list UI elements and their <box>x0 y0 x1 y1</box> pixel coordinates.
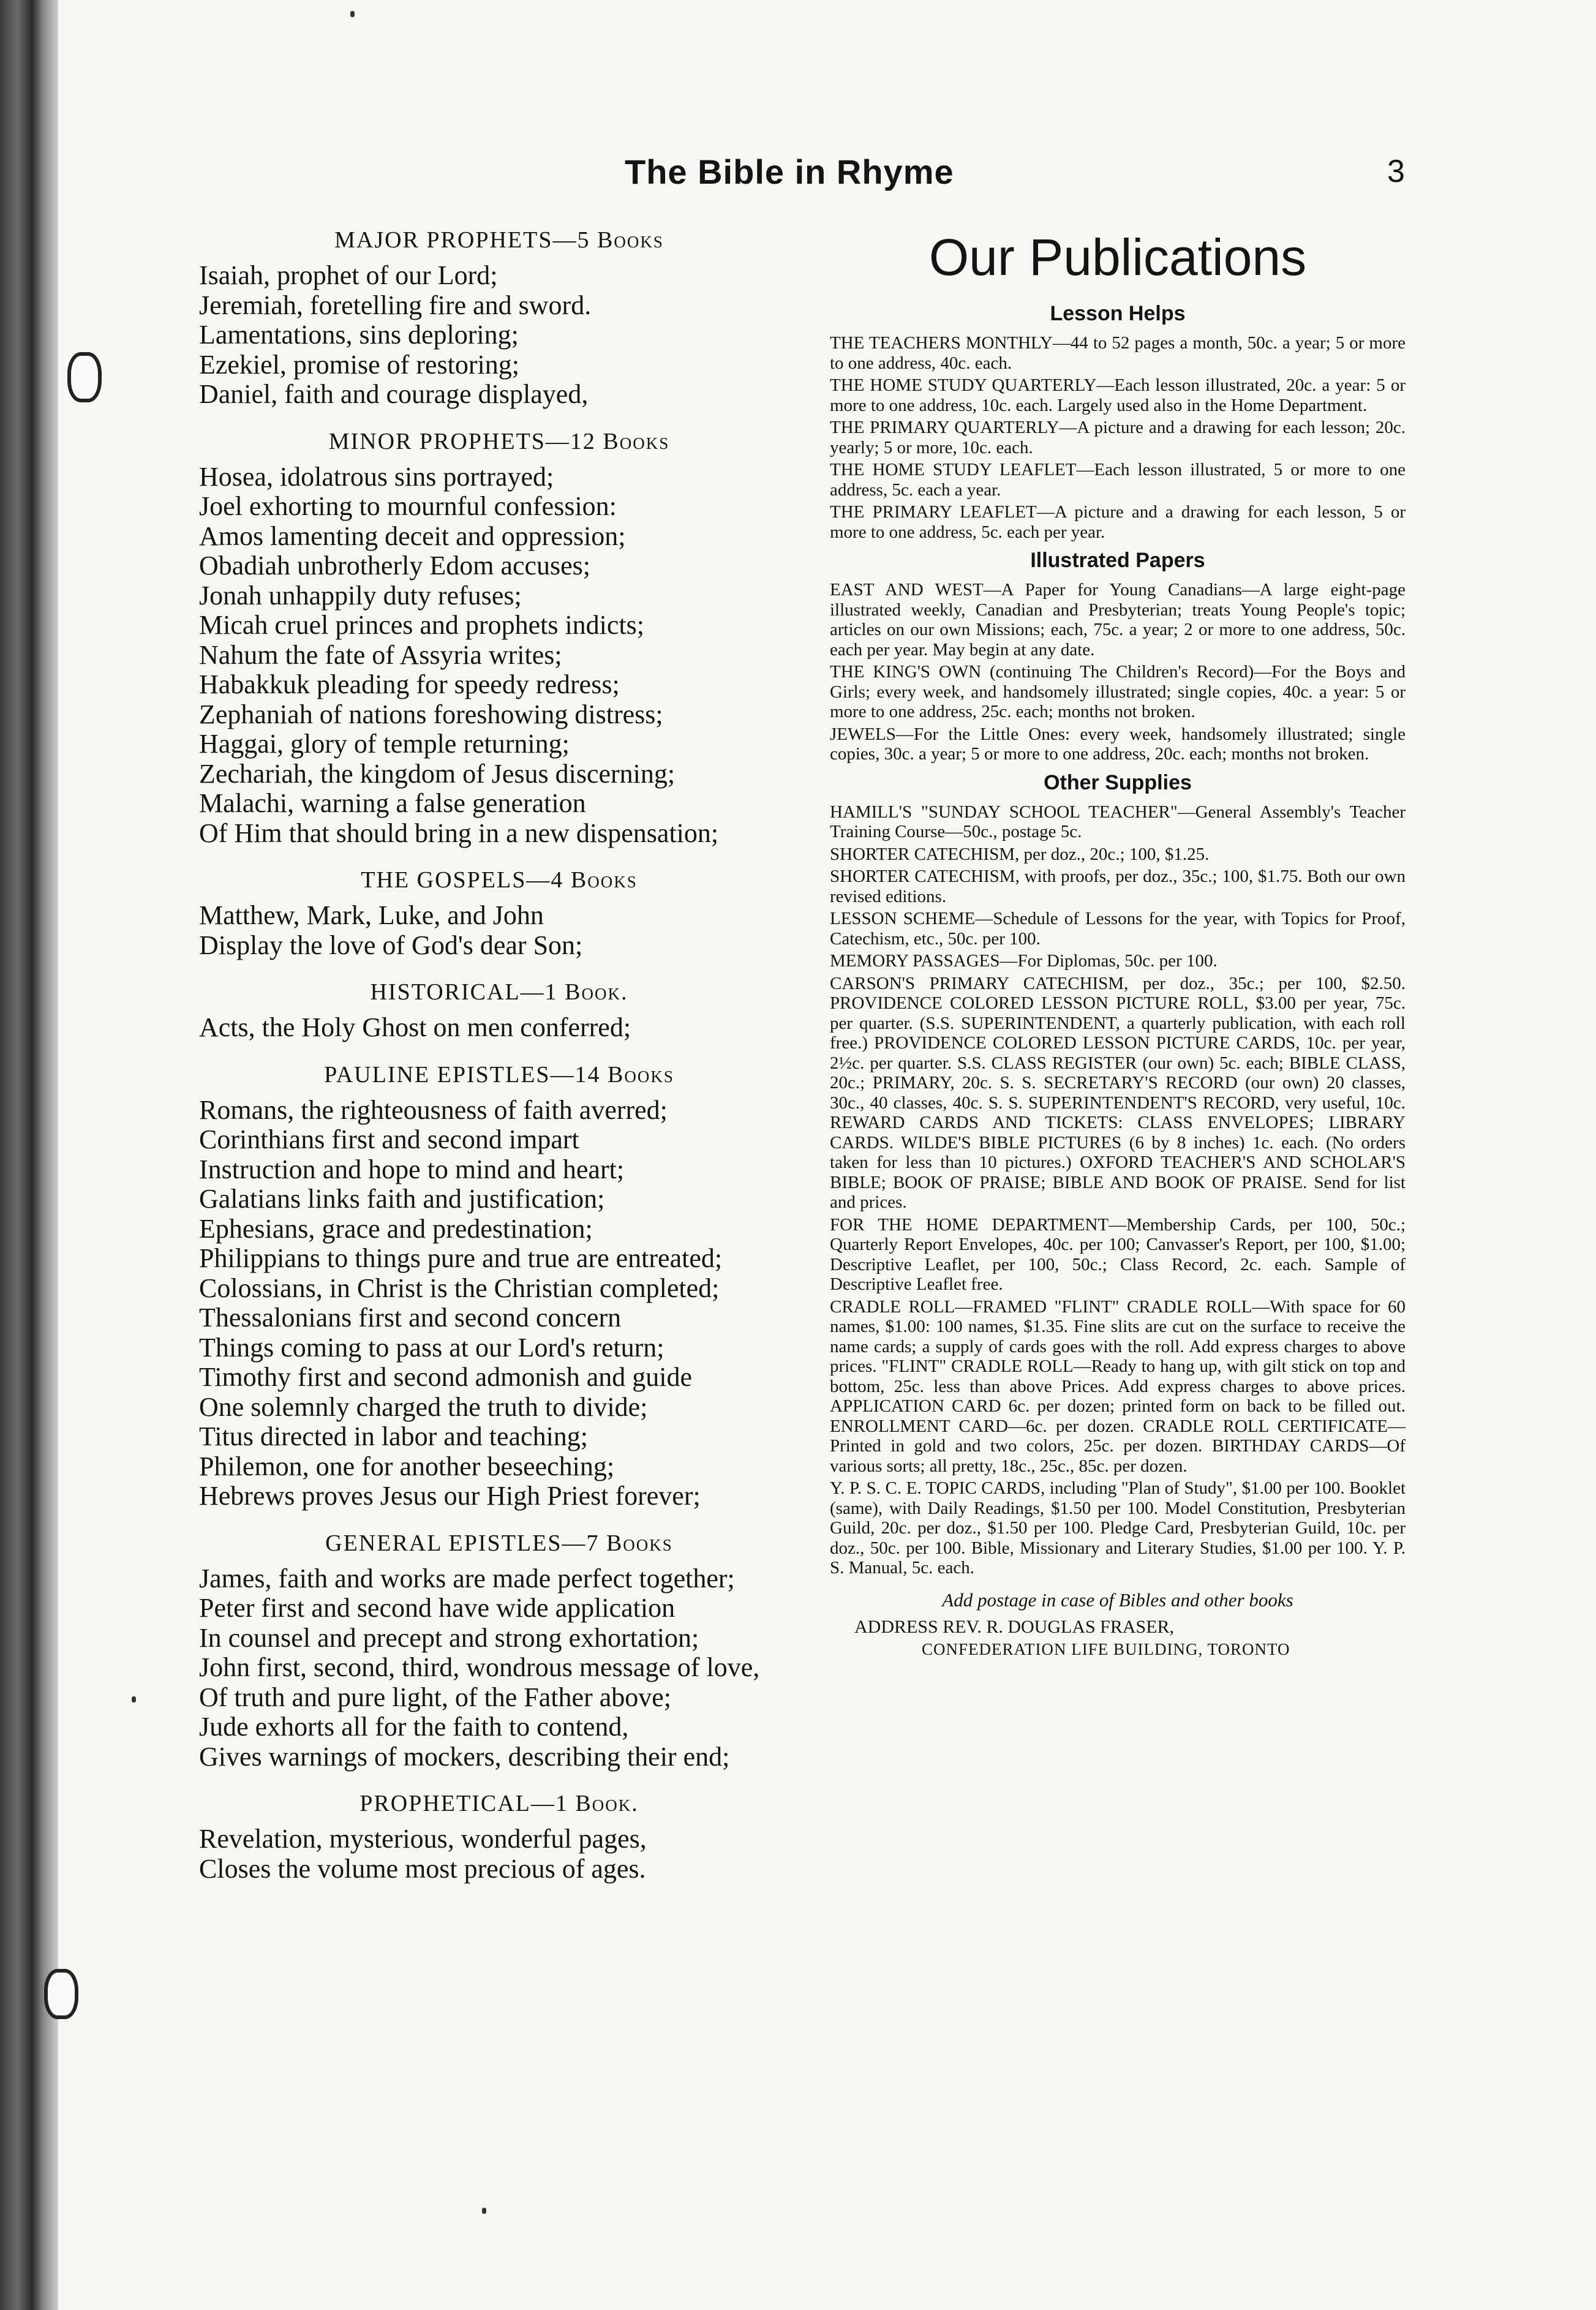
address-line-2: CONFEDERATION LIFE BUILDING, TORONTO <box>922 1639 1290 1658</box>
closing-note: Add postage in case of Bibles and other books <box>942 1589 1293 1611</box>
verse-line: Ephesians, grace and predestination; <box>199 1213 593 1244</box>
verse-line: Hebrews proves Jesus our High Priest forever; <box>199 1481 701 1511</box>
verse-line: Lamentations, sins deploring; <box>199 320 519 350</box>
verse-line: Jeremiah, foretelling fire and sword. <box>199 290 592 320</box>
publication-item: LESSON SCHEME—Schedule of Lessons for the year, with Topics for Proof, Catechism, etc., 50c. per 100. <box>830 909 1406 949</box>
publication-item: EAST AND WEST—A Paper for Young Canadians—A large eight-page illustrated weekly, Canadian and Presbyterian; treats Young People's topic; articles on our own Missions; each, 75c. a year; 2 or more to one address, 50c. each per year. May begin at any date. <box>830 580 1406 660</box>
verse-line: Closes the volume most precious of ages. <box>199 1853 646 1884</box>
verse-line: Daniel, faith and courage displayed, <box>199 379 589 409</box>
publication-group-heading: Illustrated Papers <box>1030 549 1205 572</box>
verse-line: Amos lamenting deceit and oppression; <box>199 521 626 551</box>
verse-line: James, faith and works are made perfect together; <box>199 1563 735 1593</box>
publication-item: HAMILL'S "SUNDAY SCHOOL TEACHER"—General Assembly's Teacher Training Course—50c., postage 5c. <box>830 802 1406 841</box>
verse-line: Habakkuk pleading for speedy redress; <box>199 669 620 699</box>
binding-hole-top <box>67 352 102 402</box>
verse-line: One solemnly charged the truth to divide; <box>199 1391 648 1422</box>
verse-line: Acts, the Holy Ghost on men conferred; <box>199 1012 631 1042</box>
section-heading: MAJOR PROPHETS—5 Books <box>334 227 664 253</box>
verse-line: Haggai, glory of temple returning; <box>199 729 570 759</box>
publication-group-heading: Other Supplies <box>1044 770 1192 794</box>
verse-line: Obadiah unbrotherly Edom accuses; <box>199 551 591 581</box>
verse-line: Matthew, Mark, Luke, and John <box>199 900 544 930</box>
print-speck <box>132 1696 136 1702</box>
verse-line: Instruction and hope to mind and heart; <box>199 1154 625 1184</box>
publication-item: SHORTER CATECHISM, with proofs, per doz., 35c.; 100, $1.75. Both our own revised editions. <box>830 867 1406 906</box>
publication-groups <box>830 301 1406 1578</box>
publication-item: CRADLE ROLL—FRAMED "FLINT" CRADLE ROLL—With space for 60 names, $1.00: 100 names, $1.35. Fine slits are cut on the surface to receive the name cards; a supply of cards goes with the roll. Add express charges to above prices. "FLINT" CRADLE ROLL—Ready to hang up, with gilt stick on top and bottom, 25c. less than above Prices. Add express charges to above prices. APPLICATION CARD 6c. per dozen; printed form on back to be filled out. ENROLLMENT CARD—6c. per dozen. CRADLE ROLL CERTIFICATE—Printed in gold and two colors, 25c. per dozen. BIRTHDAY CARDS—Of various sorts; all pretty, 18c., 25c., 85c. per dozen. <box>830 1296 1406 1476</box>
verse-line: Thessalonians first and second concern <box>199 1303 622 1333</box>
print-speck <box>482 2208 486 2214</box>
publication-item: THE HOME STUDY QUARTERLY—Each lesson illustrated, 20c. a year: 5 or more to one address, 10c. each. Largely used also in the Home Department. <box>830 375 1406 415</box>
verse-line: Zephaniah of nations foreshowing distress; <box>199 699 663 729</box>
verse-line: Romans, the righteousness of faith averred; <box>199 1094 668 1125</box>
section-heading: MINOR PROPHETS—12 Books <box>328 428 670 454</box>
verse-line: Of truth and pure light, of the Father above; <box>199 1682 672 1712</box>
verse-line: Titus directed in labor and teaching; <box>199 1421 589 1451</box>
verse-line: Jude exhorts all for the faith to contend, <box>199 1712 629 1742</box>
verse-line: Zechariah, the kingdom of Jesus discerning; <box>199 758 676 789</box>
bible-in-rhyme-column <box>199 227 799 1884</box>
verse-line: Gives warnings of mockers, describing their end; <box>199 1741 730 1772</box>
verse-line: Philippians to things pure and true are entreated; <box>199 1243 723 1273</box>
verse-line: Timothy first and second admonish and guide <box>199 1362 692 1392</box>
publication-item: JEWELS—For the Little Ones: every week, handsomely illustrated; single copies, 30c. a year; 5 or more to one address, 20c. each; months not broken. <box>830 724 1406 764</box>
verse-line: Philemon, one for another beseeching; <box>199 1451 615 1481</box>
verse-line: Peter first and second have wide application <box>199 1593 676 1623</box>
publication-item: THE PRIMARY QUARTERLY—A picture and a drawing for each lesson; 20c. yearly; 5 or more, 10c. each. <box>830 418 1406 457</box>
verse-line: Revelation, mysterious, wonderful pages, <box>199 1824 647 1854</box>
binding-hole-bottom <box>44 1969 78 2019</box>
verse-line: Jonah unhappily duty refuses; <box>199 580 522 611</box>
verse-line: Ezekiel, promise of restoring; <box>199 349 519 380</box>
verse-line: Things coming to pass at our Lord's return; <box>199 1332 664 1363</box>
publication-item: CARSON'S PRIMARY CATECHISM, per doz., 35c.; per 100, $2.50. PROVIDENCE COLORED LESSON PICTURE ROLL, $3.00 per year, 75c. per quarter. (S.S. SUPERINTENDENT, a quarterly publication, with each roll free.) PROVIDENCE COLORED LESSON PICTURE CARDS, 10c. per year, 2½c. per quarter. S.S. CLASS REGISTER (our own) 5c. each; BIBLE CLASS, 20c.; PRIMARY, 20c. S. S. SECRETARY'S RECORD (our own) 20 classes, 30c., 40 classes, 40c. S. S. SUPERINTENDENT'S RECORD, very useful, 10c. REWARD CARDS AND TICKETS: CLASS ENVELOPES; LIBRARY CARDS. WILDE'S BIBLE PICTURES (6 by 8 inches) 1c. each. (No orders taken for less than 10 pictures.) OXFORD TEACHER'S AND SCHOLAR'S BIBLE; BOOK OF PRAISE; BIBLE AND BOOK OF PRAISE. Send for list and prices. <box>830 973 1406 1212</box>
publication-item: THE PRIMARY LEAFLET—A picture and a drawing for each lesson, 5 or more to one address, 5c. each per year. <box>830 502 1406 542</box>
publication-item: MEMORY PASSAGES—For Diplomas, 50c. per 100. <box>830 951 1218 971</box>
verse-line: Colossians, in Christ is the Christian completed; <box>199 1273 720 1303</box>
verse-line: Joel exhorting to mournful confession: <box>199 491 617 521</box>
section-heading: THE GOSPELS—4 Books <box>361 867 638 893</box>
verse-line: Hosea, idolatrous sins portrayed; <box>199 461 554 492</box>
section-heading: GENERAL EPISTLES—7 Books <box>325 1530 673 1556</box>
publication-group-heading: Lesson Helps <box>1050 302 1186 325</box>
address-block <box>830 1616 1406 1660</box>
print-speck <box>350 11 355 17</box>
verse-line: Nahum the fate of Assyria writes; <box>199 639 562 670</box>
publications-title: Our Publications <box>928 228 1307 286</box>
verse-line: Isaiah, prophet of our Lord; <box>199 260 498 290</box>
verse-line: Of Him that should bring in a new dispensation; <box>199 818 719 848</box>
verse-line: Display the love of God's dear Son; <box>199 930 583 960</box>
section-heading: PROPHETICAL—1 Book. <box>359 1791 639 1816</box>
running-head: The Bible in Rhyme <box>625 152 954 191</box>
publications-column <box>830 227 1406 1660</box>
publication-item: THE TEACHERS MONTHLY—44 to 52 pages a month, 50c. a year; 5 or more to one address, 40c. each. <box>830 333 1406 373</box>
publication-item: Y. P. S. C. E. TOPIC CARDS, including "Plan of Study", $1.00 per 100. Booklet (same), with Daily Readings, $1.50 per 100. Model Constitution, Presbyterian Guild, 20c. per doz., $1.50 per 100. Pledge Card, Presbyterian Guild, 10c. per doz., 50c. per 100. Bible, Missionary and Literary Studies, $1.00 per 100. Y. P. S. Manual, 5c. each. <box>830 1478 1406 1578</box>
page-number: 3 <box>1387 154 1405 189</box>
book-spine-edge <box>0 0 58 2310</box>
verse-line: Corinthians first and second impart <box>199 1124 579 1154</box>
verse-line: John first, second, third, wondrous message of love, <box>199 1652 760 1682</box>
verse-line: Micah cruel princes and prophets indicts; <box>199 610 645 640</box>
publication-item: SHORTER CATECHISM, per doz., 20c.; 100, $1.25. <box>830 844 1210 864</box>
section-heading: HISTORICAL—1 Book. <box>370 979 628 1005</box>
section-heading: PAULINE EPISTLES—14 Books <box>324 1061 674 1088</box>
publication-item: THE KING'S OWN (continuing The Children's Record)—For the Boys and Girls; every week, and handsomely illustrated; single copies, 40c. a year: 5 or more to one address, 25c. each; months not broken. <box>830 662 1406 721</box>
verse-line: Malachi, warning a false generation <box>199 788 586 818</box>
publication-item: THE HOME STUDY LEAFLET—Each lesson illustrated, 5 or more to one address, 5c. each a year. <box>830 460 1406 500</box>
publication-item: FOR THE HOME DEPARTMENT—Membership Cards, per 100, 50c.; Quarterly Report Envelopes, 40c. per 100; Canvasser's Report, per 100, $1.00; Descriptive Leaflet, per 100, 50c.; Class Record, 2c. each. Sample of Descriptive Leaflet free. <box>830 1214 1406 1294</box>
verse-line: Galatians links faith and justification; <box>199 1184 605 1214</box>
address-line-1: ADDRESS REV. R. DOUGLAS FRASER, <box>854 1616 1175 1637</box>
verse-line: In counsel and precept and strong exhortation; <box>199 1622 699 1653</box>
